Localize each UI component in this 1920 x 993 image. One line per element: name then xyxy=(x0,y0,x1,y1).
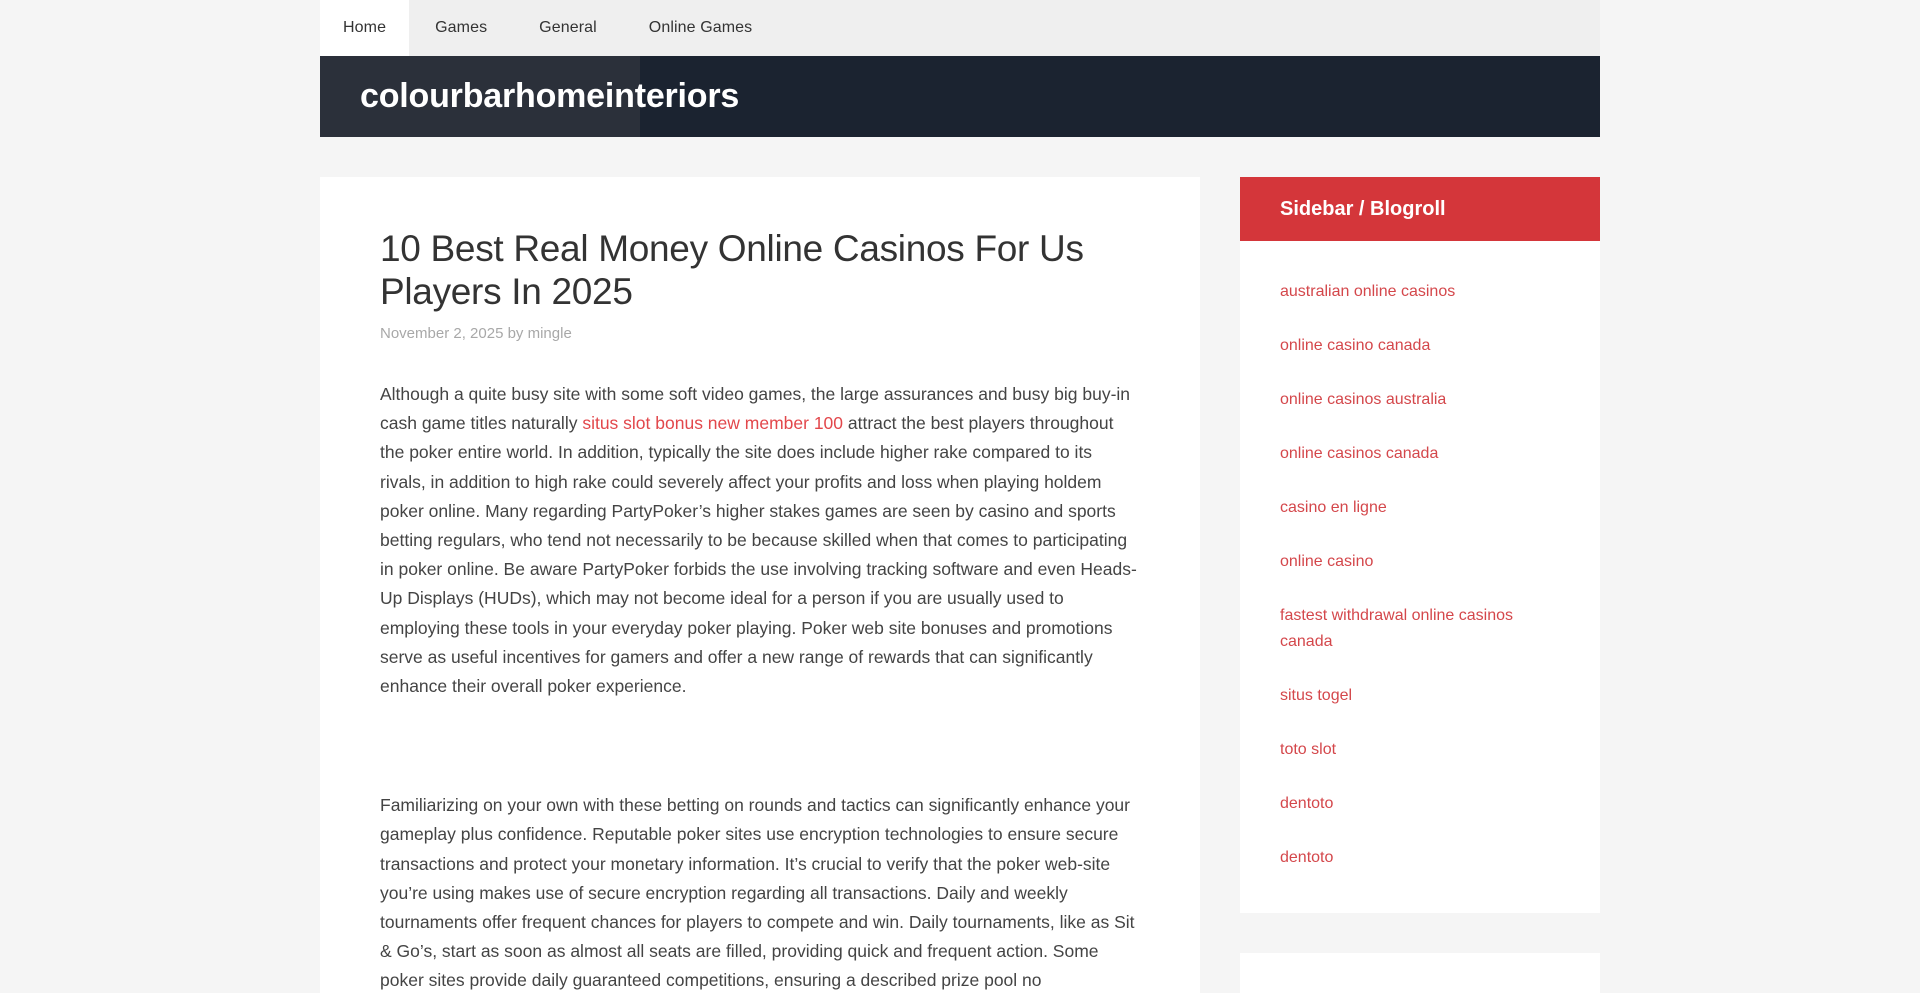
site-header xyxy=(320,56,1600,137)
blogroll-link[interactable]: online casinos australia xyxy=(1280,391,1447,408)
nav-games[interactable]: Games xyxy=(435,19,488,36)
post-by: by xyxy=(507,325,524,342)
list-item xyxy=(1280,683,1560,709)
main-nav xyxy=(320,0,1600,56)
post-date: November 2, 2025 xyxy=(380,325,504,342)
blogroll-link[interactable]: situs togel xyxy=(1280,687,1353,704)
post-author[interactable]: mingle xyxy=(527,325,572,342)
blogroll-link[interactable]: online casinos canada xyxy=(1280,445,1439,462)
para1-text-before: Although a quite busy site with some soft video games, the large assurances and busy big buy-in cash game titles naturally xyxy=(380,384,1131,434)
list-item xyxy=(1280,737,1560,763)
list-item xyxy=(1280,495,1560,521)
list-item xyxy=(1280,387,1560,413)
blogroll-link[interactable]: dentoto xyxy=(1280,795,1334,812)
nav-home[interactable]: Home xyxy=(320,0,409,56)
blogroll-link[interactable]: online casino canada xyxy=(1280,337,1431,354)
list-item xyxy=(1280,333,1560,359)
site-title[interactable]: colourbarhomeinteriors xyxy=(360,77,740,115)
post-meta xyxy=(380,325,1140,342)
post-article xyxy=(380,227,1140,993)
main-content xyxy=(320,177,1200,993)
blogroll-link[interactable]: fastest withdrawal online casinos canada xyxy=(1280,607,1514,650)
blogroll-link[interactable]: casino en ligne xyxy=(1280,499,1387,516)
page-wrapper xyxy=(320,0,1600,991)
list-item xyxy=(1280,549,1560,575)
post-title: 10 Best Real Money Online Casinos For Us Players In 2025 xyxy=(380,228,1084,312)
sidebar-widget-2 xyxy=(1240,953,1600,993)
blogroll-list xyxy=(1240,241,1600,871)
sidebar-heading: Sidebar / Blogroll xyxy=(1240,177,1600,241)
site-title-box xyxy=(320,56,740,137)
sidebar-blogroll xyxy=(1240,177,1600,913)
post-paragraph-2: Familiarizing on your own with these betting on rounds and tactics can significantly enhance your gameplay plus confidence. Reputable poker sites use encryption technologies to ensure secure transactions and protect your monetary information. It’s crucial to verify that the poker web-site you’re using makes use of secure encryption regarding all transactions. Daily and weekly tournaments offer frequent chances for players to compete and win. Daily tournaments, like as Sit & Go’s, start as soon as almost all seats are filled, providing quick and frequent action. Some poker sites provide daily guaranteed competitions, ensuring a described prize pool no xyxy=(380,795,1135,991)
blogroll-link[interactable]: dentoto xyxy=(1280,849,1334,866)
list-item xyxy=(1280,791,1560,817)
list-item xyxy=(1280,279,1560,305)
blogroll-link[interactable]: australian online casinos xyxy=(1280,283,1456,300)
list-item xyxy=(1280,441,1560,467)
blogroll-link[interactable]: online casino xyxy=(1280,553,1374,570)
nav-online-games[interactable]: Online Games xyxy=(648,19,753,36)
blogroll-link[interactable]: toto slot xyxy=(1280,741,1337,758)
para1-text-after: attract the best players throughout the poker entire world. In addition, typically the site does include higher rake compared to its rivals, in addition to high rake could severely affect your profits and loss when playing holdem poker online. Many regarding PartyPoker’s higher stakes games are seen by casino and sports betting regulars, who tend not necessarily to be because skilled when that comes to participating in poker online. Be aware PartyPoker forbids the use involving tracking software and even Heads-Up Displays (HUDs), which may not become ideal for a person if you are usually used to employing these tools in your everyday poker playing. Poker web site bonuses and promotions serve as useful incentives for gamers and offer a new range of rewards that can significantly enhance their overall poker experience. xyxy=(380,413,1137,697)
post-paragraph-1 xyxy=(380,380,1140,701)
para1-link[interactable]: situs slot bonus new member 100 xyxy=(582,413,844,434)
list-item xyxy=(1280,845,1560,871)
nav-general[interactable]: General xyxy=(539,19,597,36)
list-item xyxy=(1280,603,1560,655)
